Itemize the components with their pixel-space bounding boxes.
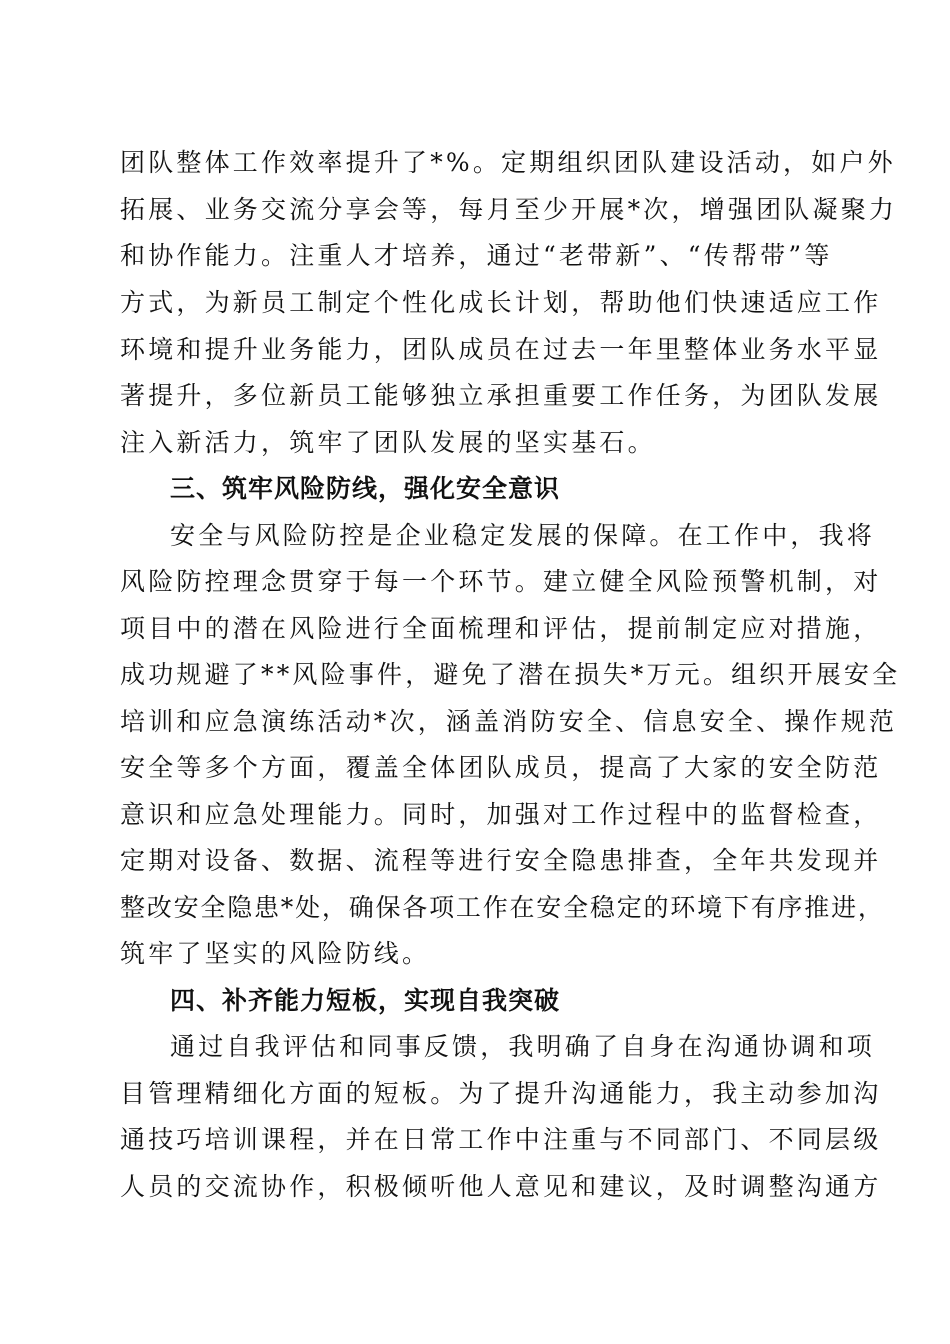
text-line: 意识和应急处理能力。同时，加强对工作过程中的监督检查， <box>120 800 882 829</box>
text-line: 方式，为新员工制定个性化成长计划，帮助他们快速适应工作 <box>120 288 882 317</box>
text-line: 通过自我评估和同事反馈，我明确了自身在沟通协调和项 <box>170 1032 876 1061</box>
section-heading: 三、筑牢风险防线，强化安全意识 <box>170 474 561 503</box>
text-line: 整改安全隐患*处，确保各项工作在安全稳定的环境下有序推进， <box>120 893 885 922</box>
text-line: 环境和提升业务能力，团队成员在过去一年里整体业务水平显 <box>120 335 882 364</box>
text-line: 和协作能力。注重人才培养，通过“老带新”、“传帮带”等 <box>120 241 833 270</box>
text-line: 筑牢了坚实的风险防线。 <box>120 939 431 968</box>
section-heading: 四、补齐能力短板，实现自我突破 <box>170 986 561 1015</box>
text-line: 拓展、业务交流分享会等，每月至少开展*次，增强团队凝聚力 <box>120 195 898 224</box>
text-line: 风险防控理念贯穿于每一个环节。建立健全风险预警机制，对 <box>120 567 882 596</box>
text-line: 安全等多个方面，覆盖全体团队成员，提高了大家的安全防范 <box>120 753 882 782</box>
text-line: 安全与风险防控是企业稳定发展的保障。在工作中，我将 <box>170 521 876 550</box>
text-line: 定期对设备、数据、流程等进行安全隐患排查，全年共发现并 <box>120 846 882 875</box>
text-line: 著提升，多位新员工能够独立承担重要工作任务，为团队发展 <box>120 381 882 410</box>
text-line: 目管理精细化方面的短板。为了提升沟通能力，我主动参加沟 <box>120 1079 882 1108</box>
text-line: 团队整体工作效率提升了*%。定期组织团队建设活动，如户外 <box>120 148 896 177</box>
text-line: 注入新活力，筑牢了团队发展的坚实基石。 <box>120 428 656 457</box>
text-line: 培训和应急演练活动*次，涵盖消防安全、信息安全、操作规范 <box>120 707 898 736</box>
text-line: 项目中的潜在风险进行全面梳理和评估，提前制定应对措施， <box>120 614 882 643</box>
text-line: 人员的交流协作，积极倾听他人意见和建议，及时调整沟通方 <box>120 1172 882 1201</box>
text-line: 成功规避了**风险事件，避免了潜在损失*万元。组织开展安全 <box>120 660 901 689</box>
text-line: 通技巧培训课程，并在日常工作中注重与不同部门、不同层级 <box>120 1125 882 1154</box>
